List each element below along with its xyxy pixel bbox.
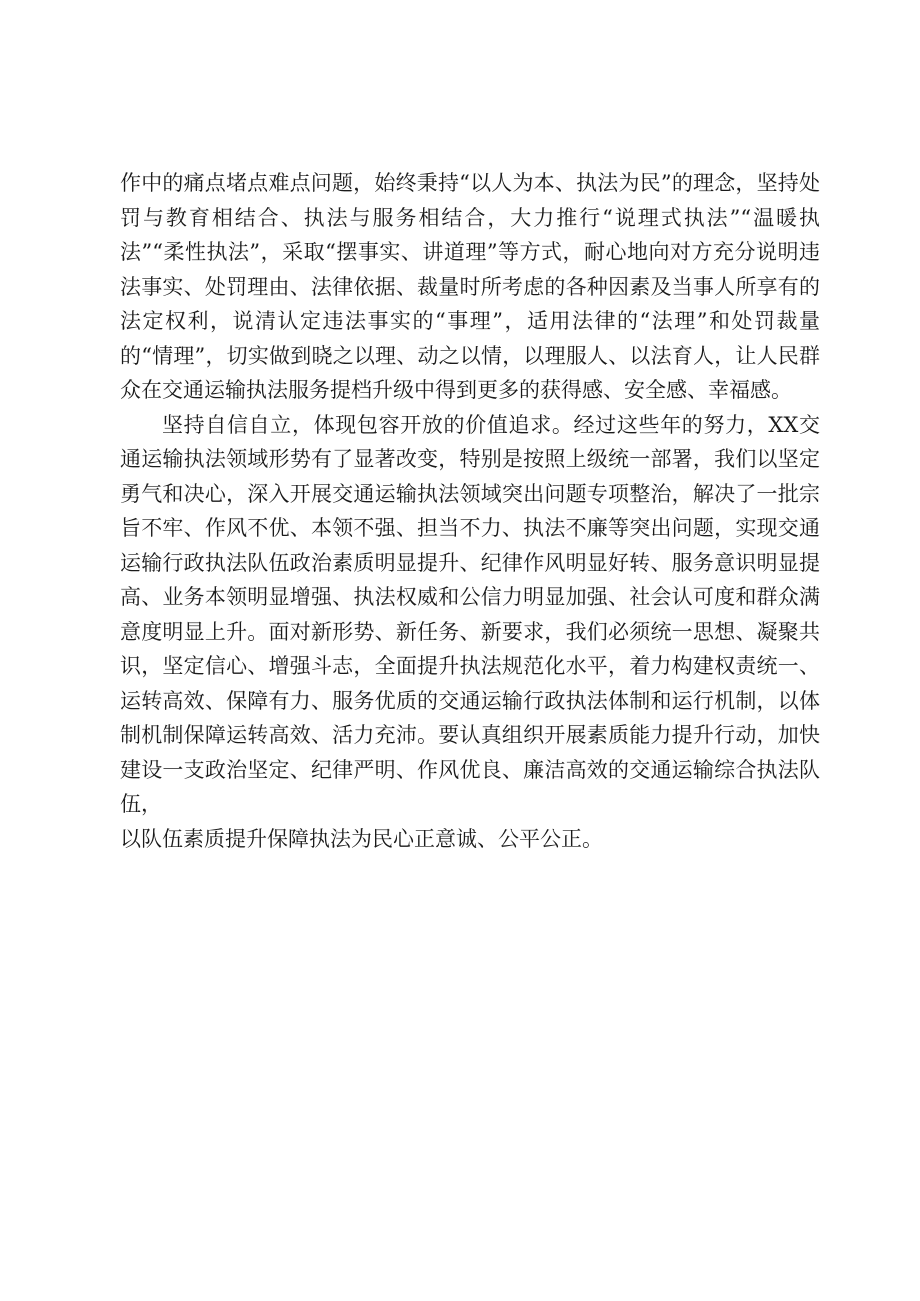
paragraph-continuation: 作中的痛点堵点难点问题，始终秉持“以人为本、执法为民”的理念，坚持处罚与教育相结合、执法与服务相结合，大力推行“说理式执法”“温暖执法”“柔性执法”，采取“摆事实、讲道理”等方式，耐心地向对方充分说明违法事实、处罚理由、法律依据、裁量时所考虑的各种因素及当事人所享有的法定权利，说清认定违法事实的“事理”，适用法律的“法理”和处罚裁量的“情理”，切实做到晓之以理、动之以情，以理服人、以法育人，让人民群众在交通运输执法服务提档升级中得到更多的获得感、安全感、幸福感。 bbox=[120, 171, 820, 402]
document-body bbox=[120, 166, 820, 856]
paragraph-confidence: 坚持自信自立，体现包容开放的价值追求。经过这些年的努力，XX交通运输执法领域形势有了显著改变，特别是按照上级统一部署，我们以坚定勇气和决心，深入开展交通运输执法领域突出问题专项整治，解决了一批宗旨不牢、作风不优、本领不强、担当不力、执法不廉等突出问题，实现交通运输行政执法队伍政治素质明显提升、纪律作风明显好转、服务意识明显提高、业务本领明显增强、执法权威和公信力明显加强、社会认可度和群众满意度明显上升。面对新形势、新任务、新要求，我们必须统一思想、凝聚共识，坚定信心、增强斗志，全面提升执法规范化水平，着力构建权责统一、运转高效、保障有力、服务优质的交通运输行政执法体制和运行机制，以体制机制保障运转高效、活力充沛。要认真组织开展素质能力提升行动，加快建设一支政治坚定、纪律严明、作风优良、廉洁高效的交通运输综合执法队伍， bbox=[120, 412, 820, 816]
paragraph-closing-line: 以队伍素质提升保障执法为民心正意诚、公平公正。 bbox=[120, 826, 603, 851]
